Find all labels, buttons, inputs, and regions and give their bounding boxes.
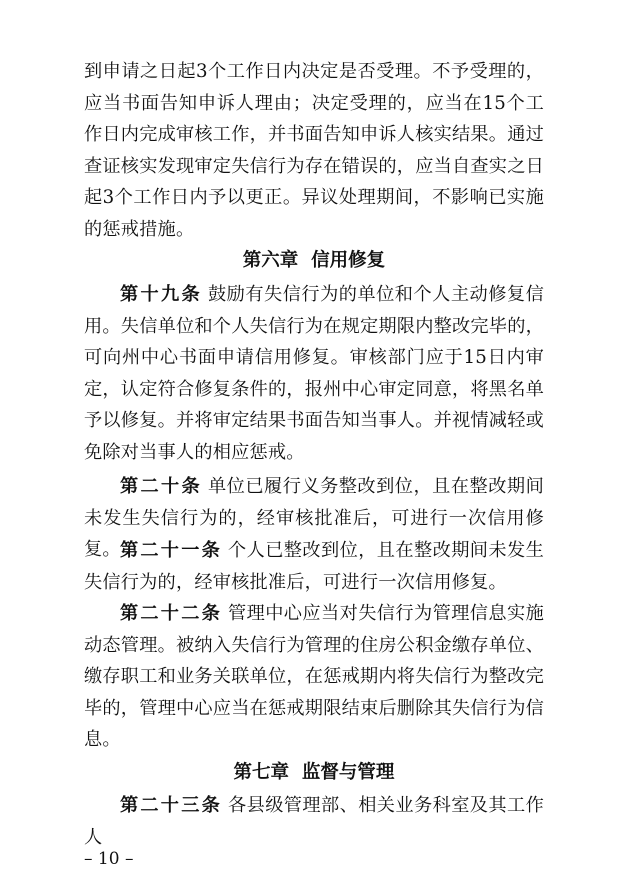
chapter-6-heading: 第六章 信用修复 [242,250,386,271]
chapter-7-heading: 第七章 监督与管理 [233,762,395,783]
article-19-label: 第十九条 [120,284,202,305]
article-23 [84,790,544,853]
article-21-text: 个人已整改到位，且在整改期间未发生失信行为的，经审核批准后，可进行一次信用修复。 [84,540,544,593]
article-19-text: 鼓励有失信行为的单位和个人主动修复信用。失信单位和个人失信行为在规定期限内整改完毕的，可向州中心书面申请信用修复。审核部门应于15日内审定，认定符合修复条件的，报州中心审定同意，将黑名单予以修复。并将审定结果书面告知当事人。并视情减轻或免除对当事人的相应惩戒。 [84,284,544,463]
article-19 [84,279,544,468]
article-20-text: 单位已履行义务整改到位，且在整改期间未发生失信行为的，经审核批准后，可进行一次信用修复。 [84,476,544,560]
article-23-text: 各县级管理部、相关业务科室及其工作人 [84,795,544,848]
article-22-text: 管理中心应当对失信行为管理信息实施动态管理。被纳入失信行为管理的住房公积金缴存单位、缴存职工和业务关联单位，在惩戒期内将失信行为整改完毕的，管理中心应当在惩戒期限结束后删除其失信行为信息。 [84,603,544,750]
article-21 [84,535,544,598]
article-20-label: 第二十条 [120,476,202,497]
continued-paragraph: 到申请之日起3个工作日内决定是否受理。不予受理的，应当书面告知申诉人理由；决定受理的，应当在15个工作日内完成审核工作，并书面告知申诉人核实结果。通过查证核实发现审定失信行为存在错误的，应当自查实之日起3个工作日内予以更正。异议处理期间，不影响已实施的惩戒措施。 [84,61,544,240]
page-number: – 10 – [84,849,134,869]
article-22 [84,598,544,756]
article-23-label: 第二十三条 [120,795,222,816]
article-22-label: 第二十二条 [120,603,222,624]
article-21-label: 第二十一条 [120,540,222,561]
